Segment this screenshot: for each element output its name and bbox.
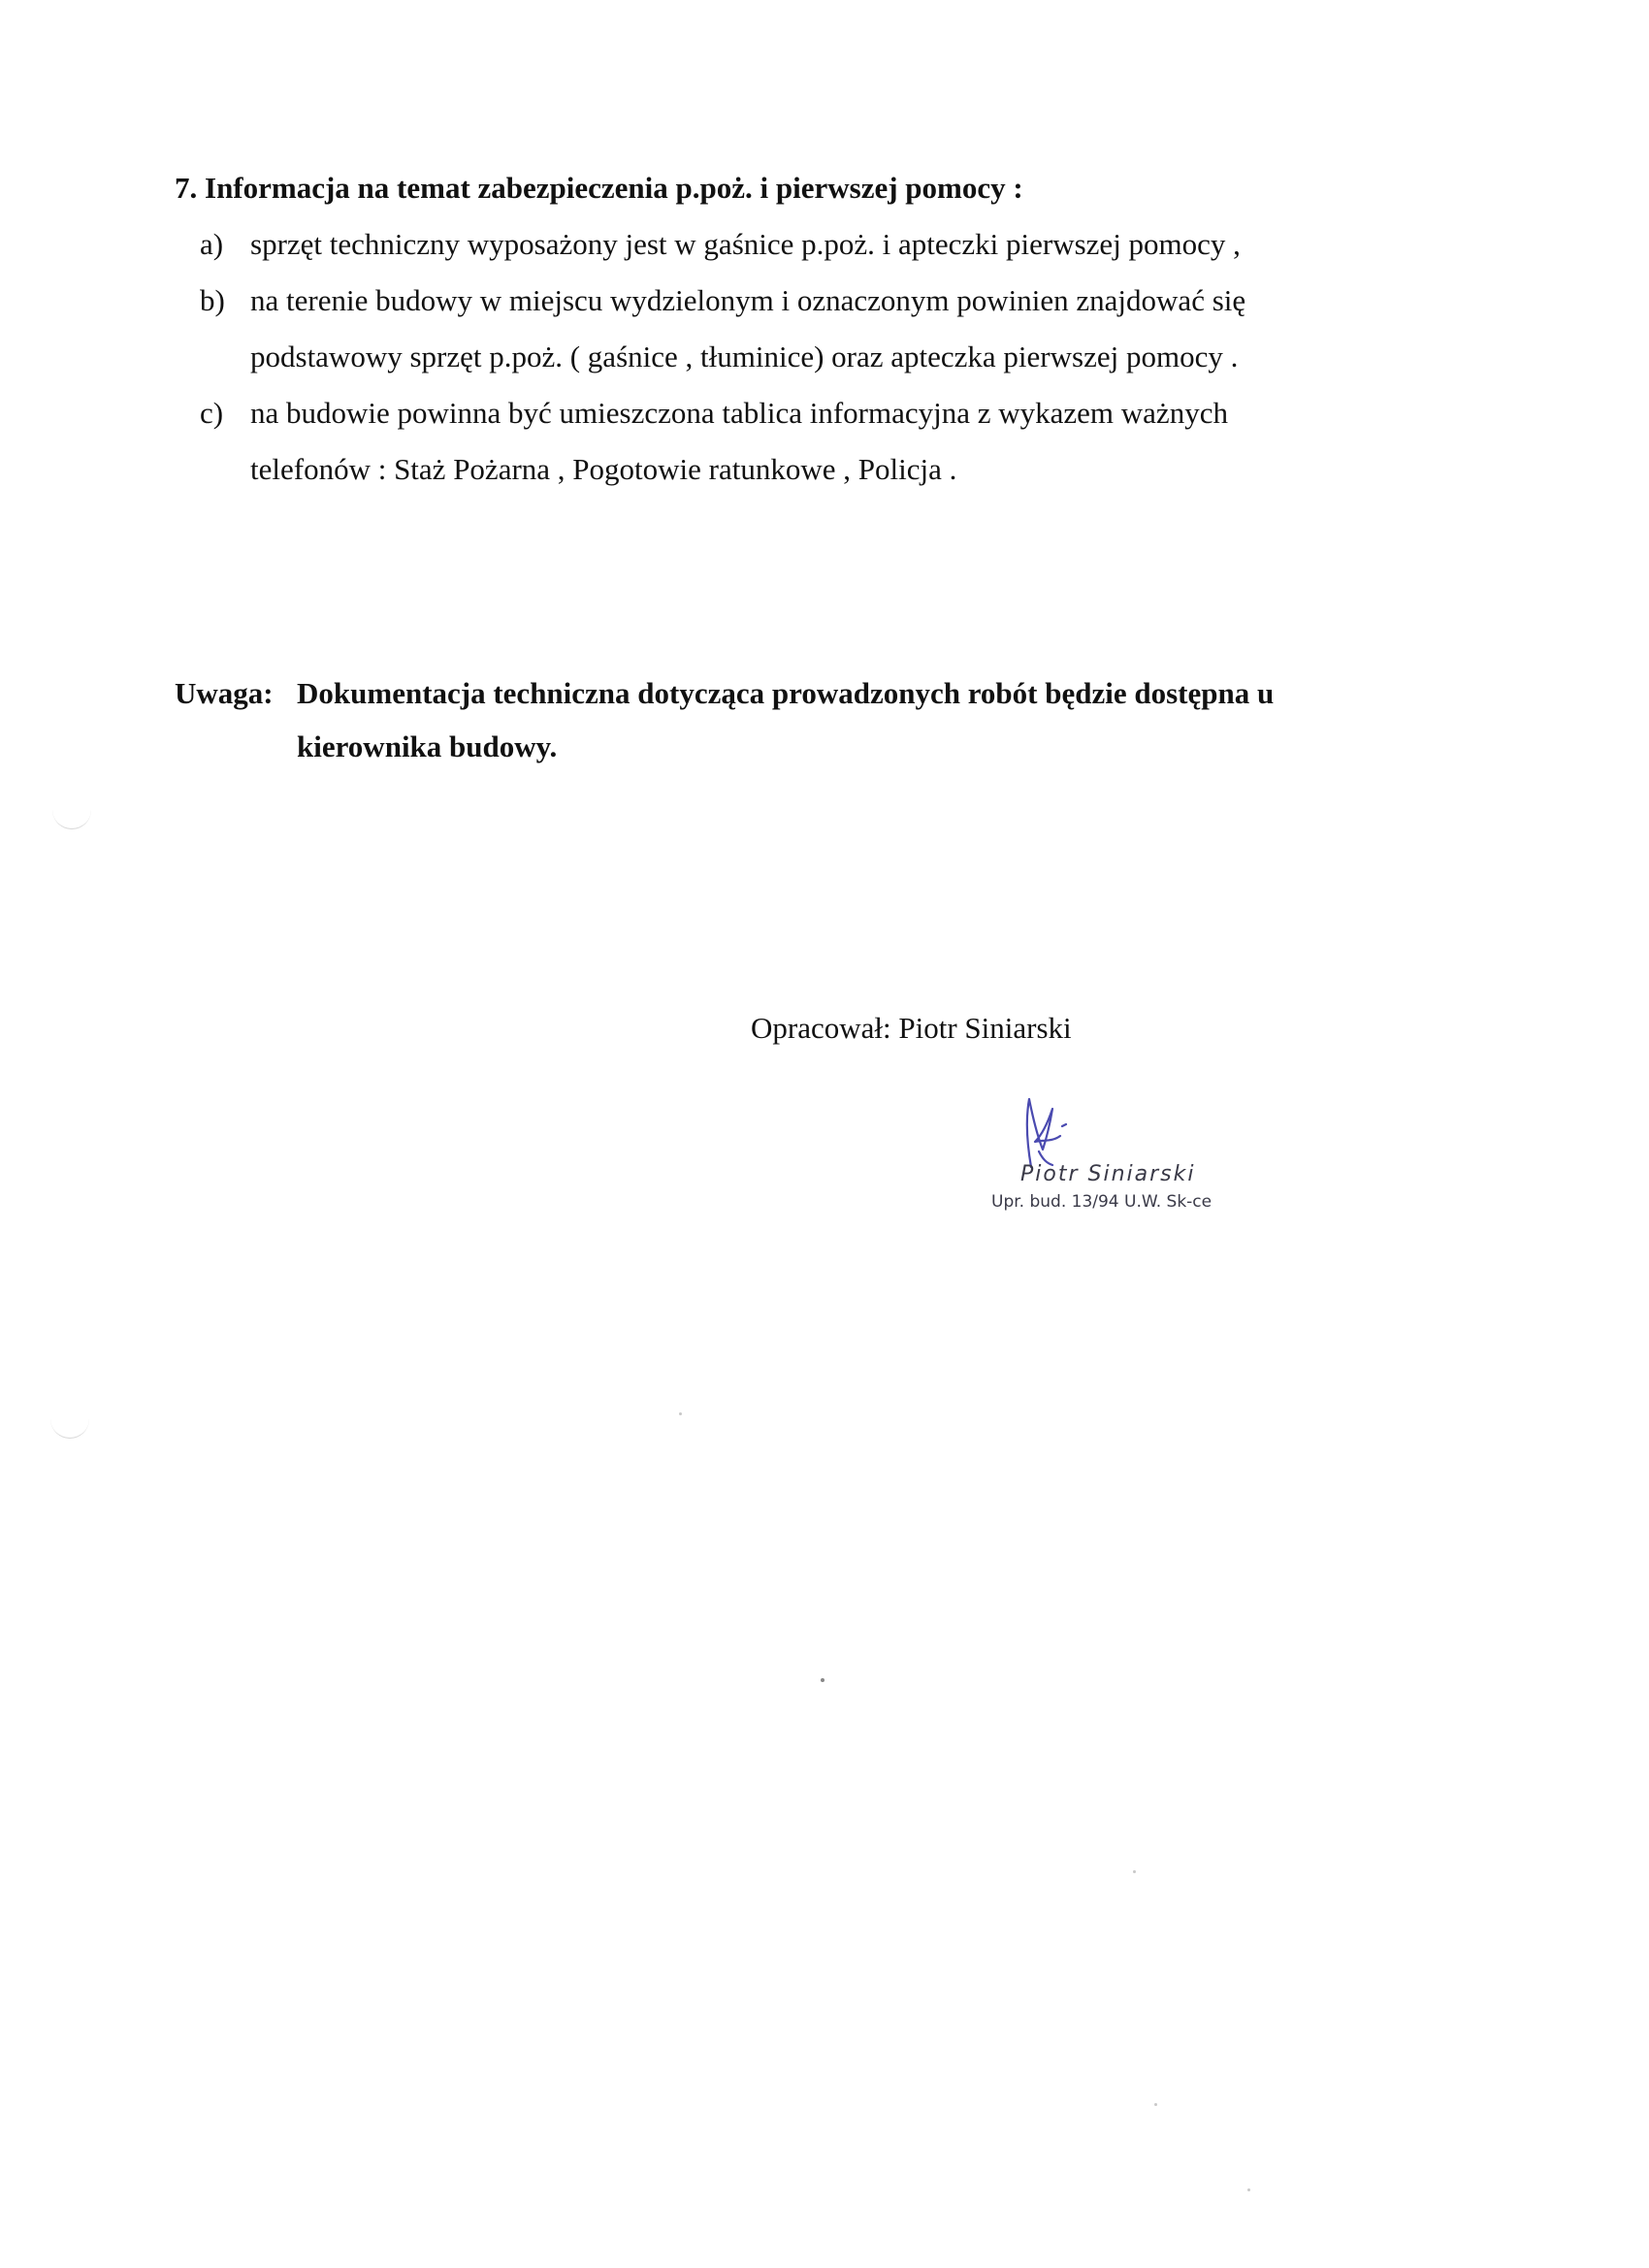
scan-speck — [821, 1678, 824, 1682]
note-text-continuation: kierownika budowy. — [297, 729, 558, 763]
list-item-text: sprzęt techniczny wyposażony jest w gaśnice p.poż. i apteczki pierwszej pomocy , — [250, 227, 1241, 261]
scan-speck — [679, 1412, 682, 1415]
scan-speck — [1247, 2188, 1250, 2191]
section-heading: 7. Informacja na temat zabezpieczenia p.poż. i pierwszej pomocy : — [175, 171, 1023, 205]
scan-speck — [1133, 1870, 1136, 1873]
scan-artifact — [50, 1416, 89, 1439]
scan-speck — [1154, 2103, 1157, 2106]
list-marker: b) — [200, 283, 225, 317]
stamp-license: Upr. bud. 13/94 U.W. Sk-ce — [991, 1192, 1212, 1212]
note-text: Dokumentacja techniczna dotycząca prowadzonych robót będzie dostępna u — [297, 676, 1275, 710]
prepared-by: Opracował: Piotr Siniarski — [751, 1011, 1072, 1045]
scan-artifact — [52, 807, 91, 829]
list-item-text: na budowie powinna być umieszczona tablica informacyjna z wykazem ważnych — [250, 396, 1228, 430]
list-marker: a) — [200, 227, 224, 261]
note-label: Uwaga: — [175, 676, 274, 710]
list-item-text: na terenie budowy w miejscu wydzielonym i oznaczonym powinien znajdować się — [250, 283, 1246, 317]
list-marker: c) — [200, 396, 224, 430]
list-item-c-continuation: telefonów : Staż Pożarna , Pogotowie ratunkowe , Policja . — [250, 452, 957, 486]
stamp-name: Piotr Siniarski — [1020, 1162, 1196, 1186]
list-item-b-continuation: podstawowy sprzęt p.poż. ( gaśnice , tłuminice) oraz apteczka pierwszej pomocy . — [250, 340, 1239, 373]
